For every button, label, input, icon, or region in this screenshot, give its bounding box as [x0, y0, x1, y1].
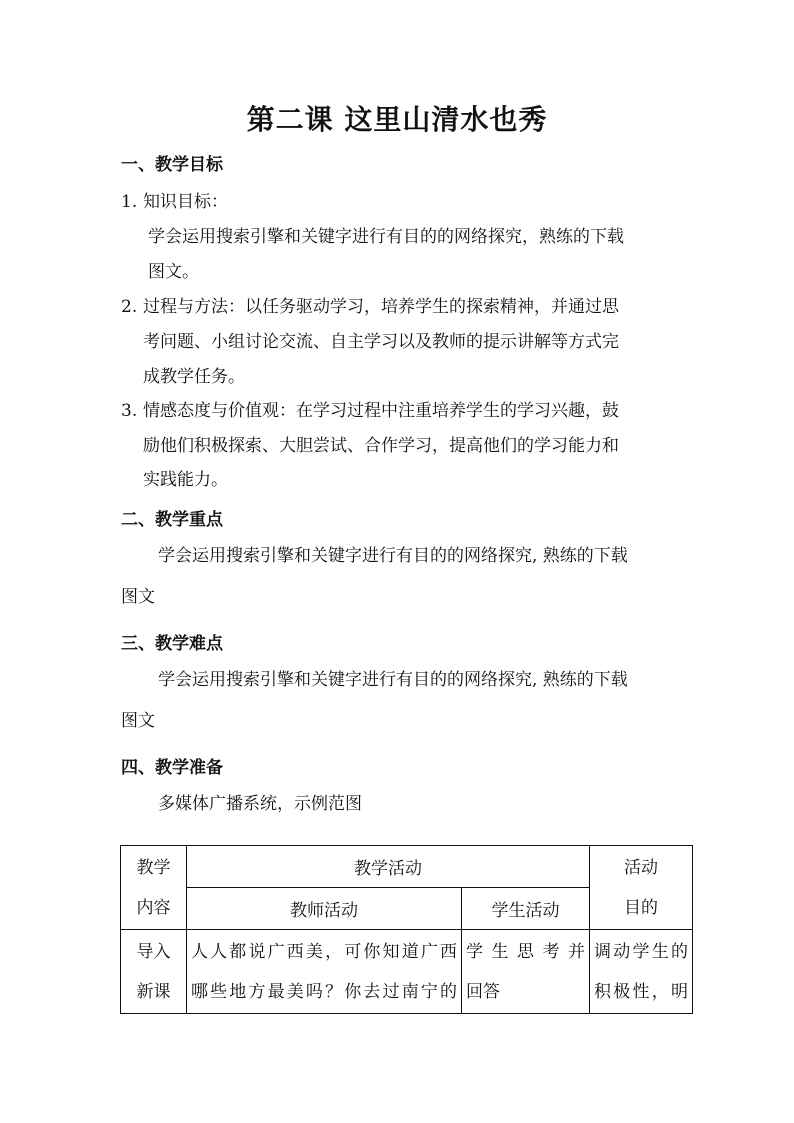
key-points-line: 图文 — [121, 587, 155, 607]
item-number: 3. — [121, 401, 138, 421]
difficulties-line: 学会运用搜索引擎和关键字进行有目的的网络探究, 熟练的下载 — [158, 670, 628, 690]
lesson-plan-table — [120, 845, 693, 1014]
key-points-line: 学会运用搜索引擎和关键字进行有目的的网络探究, 熟练的下载 — [158, 546, 628, 566]
cell-content: 导入 新课 — [121, 930, 187, 1014]
cell-purpose: 调动学生的 积极性，明 — [590, 930, 693, 1014]
header-student-activity: 学生活动 — [462, 888, 590, 930]
section-heading-preparation: 四、教学准备 — [121, 758, 223, 778]
item-line: 知识目标： — [143, 192, 228, 212]
header-activity: 教学活动 — [187, 846, 590, 888]
lesson-title: 第二课 这里山清水也秀 — [246, 103, 548, 136]
item-line: 学会运用搜索引擎和关键字进行有目的的网络探究，熟练的下载 — [148, 227, 624, 247]
item-line: 情感态度与价值观：在学习过程中注重培养学生的学习兴趣，鼓 — [143, 401, 619, 421]
item-line: 过程与方法：以任务驱动学习，培养学生的探索精神，并通过思 — [143, 297, 619, 317]
item-line: 图文。 — [148, 262, 199, 282]
header-teacher-activity: 教师活动 — [187, 888, 462, 930]
preparation-text: 多媒体广播系统，示例范图 — [158, 794, 362, 814]
cell-student: 学生思考并 回答 — [462, 930, 590, 1014]
section-heading-difficulties: 三、教学难点 — [121, 634, 223, 654]
header-purpose: 活动 目的 — [590, 846, 693, 930]
item-line: 成教学任务。 — [143, 367, 245, 387]
section-heading-objectives: 一、教学目标 — [121, 155, 223, 175]
header-content: 教学 内容 — [121, 846, 187, 930]
item-number: 1. — [121, 192, 138, 212]
section-heading-key-points: 二、教学重点 — [121, 510, 223, 530]
item-line: 实践能力。 — [143, 470, 228, 490]
item-number: 2. — [121, 297, 138, 317]
cell-teacher: 人人都说广西美，可你知道广西 哪些地方最美吗？你去过南宁的 — [187, 930, 462, 1014]
item-line: 考问题、小组讨论交流、自主学习以及教师的提示讲解等方式完 — [143, 332, 619, 352]
table-row — [121, 930, 693, 1014]
difficulties-line: 图文 — [121, 711, 155, 731]
item-line: 励他们积极探索、大胆尝试、合作学习，提高他们的学习能力和 — [143, 436, 619, 456]
